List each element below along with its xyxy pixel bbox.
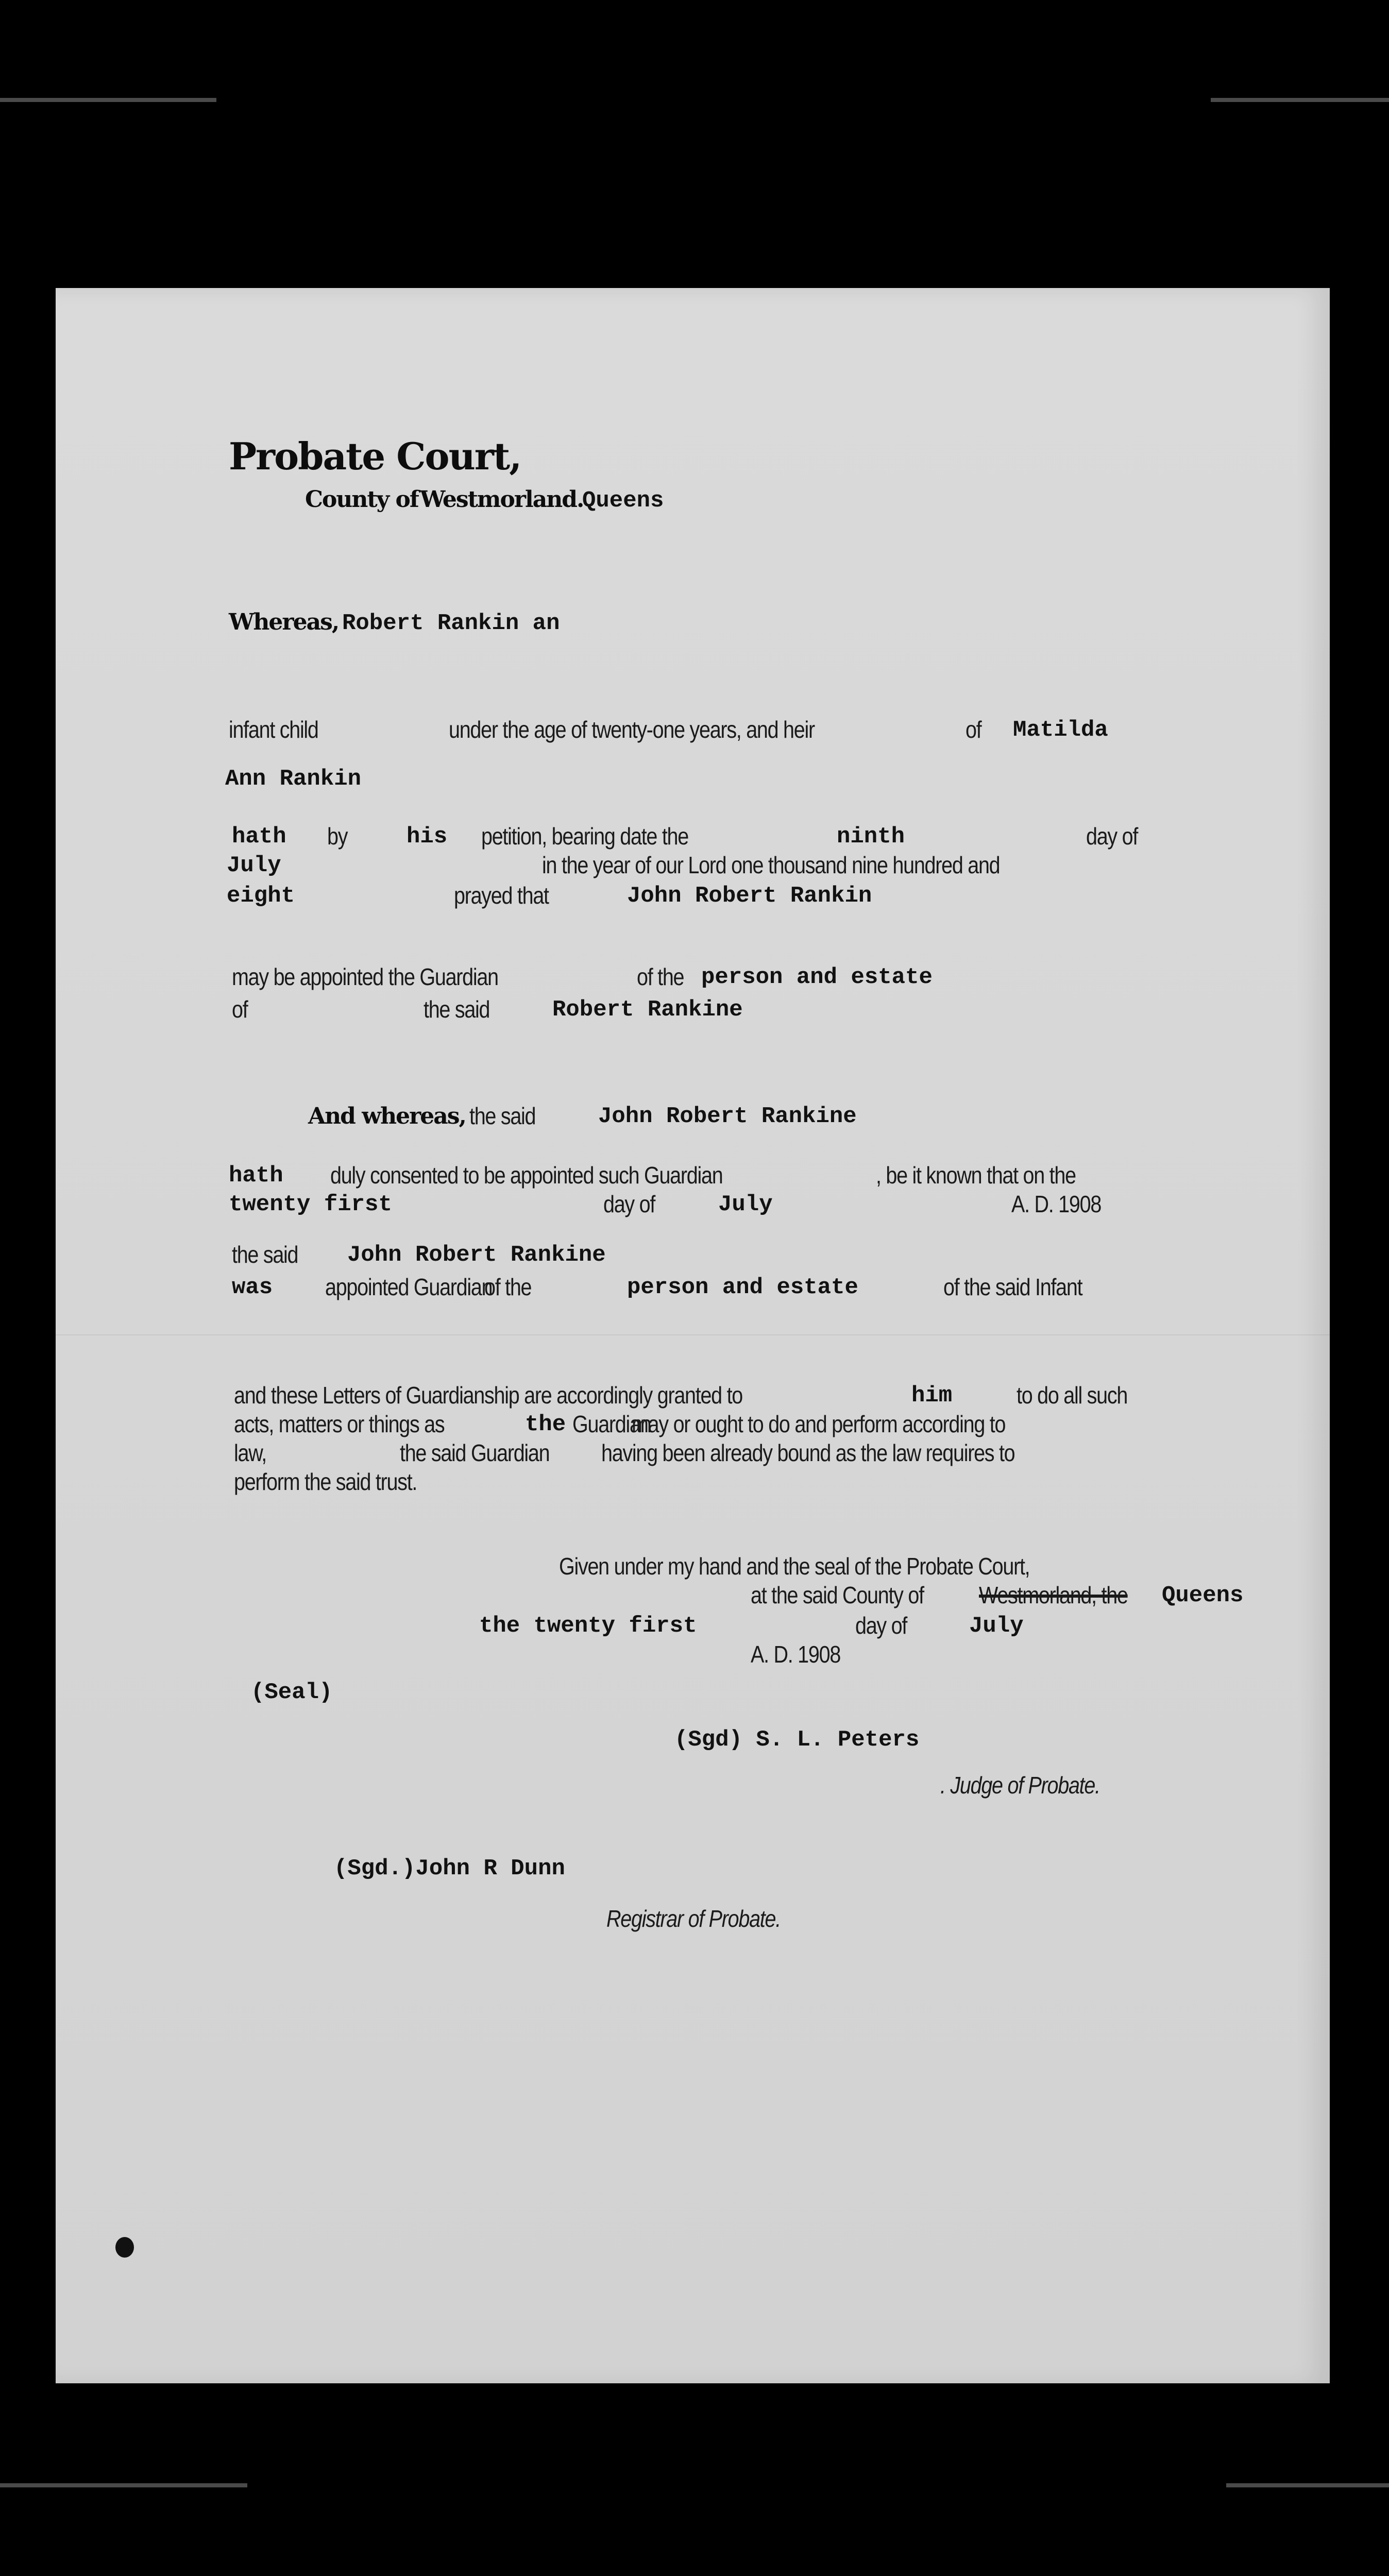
scan-edge-bottom-left xyxy=(0,2483,247,2487)
text: law, xyxy=(234,1439,267,1466)
text: him xyxy=(911,1383,953,1409)
guardian-name: John Robert Rankin xyxy=(627,883,872,909)
text: duly consented to be appointed such Guardian xyxy=(330,1162,723,1189)
ward-name: Robert Rankine xyxy=(552,997,743,1023)
text: perform the said trust. xyxy=(234,1468,417,1495)
text: , be it known that on the xyxy=(876,1162,1076,1189)
registrar-title: Registrar of Probate. xyxy=(606,1905,781,1932)
text: his xyxy=(406,824,448,850)
judge-title: . Judge of Probate. xyxy=(940,1772,1100,1799)
text: in the year of our Lord one thousand nine hundred and xyxy=(542,852,1000,878)
text: of the xyxy=(637,963,684,990)
scan-edge-bottom-right xyxy=(1226,2483,1389,2487)
given-day: the twenty first xyxy=(479,1613,697,1639)
guardian-name: John Robert Rankine xyxy=(347,1242,606,1268)
guardian-name: John Robert Rankine xyxy=(598,1104,857,1129)
ward-name: Robert Rankin an xyxy=(342,611,560,636)
and-whereas-label: And whereas, xyxy=(308,1103,466,1129)
text: prayed that xyxy=(454,882,549,909)
guardianship-scope: person and estate xyxy=(627,1275,858,1300)
text: the said xyxy=(424,996,490,1023)
scan-edge-top-left xyxy=(0,98,216,102)
given-month: July xyxy=(969,1613,1024,1639)
text: was xyxy=(232,1275,273,1300)
petition-month: July xyxy=(227,853,281,878)
registrar-signature: (Sgd.)John R Dunn xyxy=(334,1856,565,1882)
seal-mark: (Seal) xyxy=(251,1680,333,1705)
parent-name-cont: Ann Rankin xyxy=(225,766,362,792)
ink-spot xyxy=(115,2237,134,2258)
struck-county: Westmorland, the xyxy=(979,1582,1128,1608)
guardianship-scope: person and estate xyxy=(701,964,933,990)
text: Guardian xyxy=(572,1411,651,1437)
text: day of xyxy=(855,1612,907,1639)
text: day of xyxy=(603,1191,655,1217)
petition-day: ninth xyxy=(837,824,905,850)
text: of the xyxy=(484,1274,532,1300)
text: and these Letters of Guardianship are accordingly granted to xyxy=(234,1382,742,1409)
parent-name: Matilda xyxy=(1013,717,1108,743)
text: may or ought to do and perform according to xyxy=(632,1411,1006,1437)
county-name: Queens xyxy=(582,488,664,514)
text: the xyxy=(525,1412,566,1437)
text: petition, bearing date the xyxy=(481,823,688,850)
text: the said xyxy=(469,1103,536,1129)
text: at the said County of xyxy=(751,1582,924,1608)
text: hath xyxy=(232,824,286,850)
appointment-year: A. D. 1908 xyxy=(1011,1191,1102,1217)
court-title: Probate Court, xyxy=(229,434,521,478)
text: of the said Infant xyxy=(943,1274,1082,1300)
text: appointed Guardian xyxy=(325,1274,493,1300)
petition-year: eight xyxy=(227,883,295,909)
whereas-label: Whereas, xyxy=(229,609,339,635)
judge-signature: (Sgd) S. L. Peters xyxy=(674,1727,920,1753)
county-prefix: County of xyxy=(305,486,418,513)
scan-edge-top-right xyxy=(1211,98,1389,102)
text: may be appointed the Guardian xyxy=(232,963,498,990)
text: day of xyxy=(1086,823,1138,850)
text: the said xyxy=(232,1241,298,1268)
given-year: A. D. 1908 xyxy=(751,1641,841,1668)
text: hath xyxy=(229,1163,283,1189)
county-struck: Westmorland. xyxy=(420,486,584,513)
text: having been already bound as the law requires to xyxy=(601,1439,1015,1466)
appointment-day: twenty first xyxy=(229,1192,392,1217)
text: Given under my hand and the seal of the Probate Court, xyxy=(559,1553,1030,1580)
appointment-month: July xyxy=(718,1192,773,1217)
text: of xyxy=(232,996,248,1023)
text: acts, matters or things as xyxy=(234,1411,445,1437)
text: under the age of twenty-one years, and heir xyxy=(449,716,815,743)
text: of xyxy=(965,716,981,743)
text: by xyxy=(327,823,348,850)
fold-line xyxy=(56,1334,1330,1335)
text: infant child xyxy=(229,716,318,743)
text: the said Guardian xyxy=(400,1439,550,1466)
document-page xyxy=(56,288,1330,2383)
county-name: Queens xyxy=(1162,1583,1244,1608)
text: to do all such xyxy=(1017,1382,1128,1409)
